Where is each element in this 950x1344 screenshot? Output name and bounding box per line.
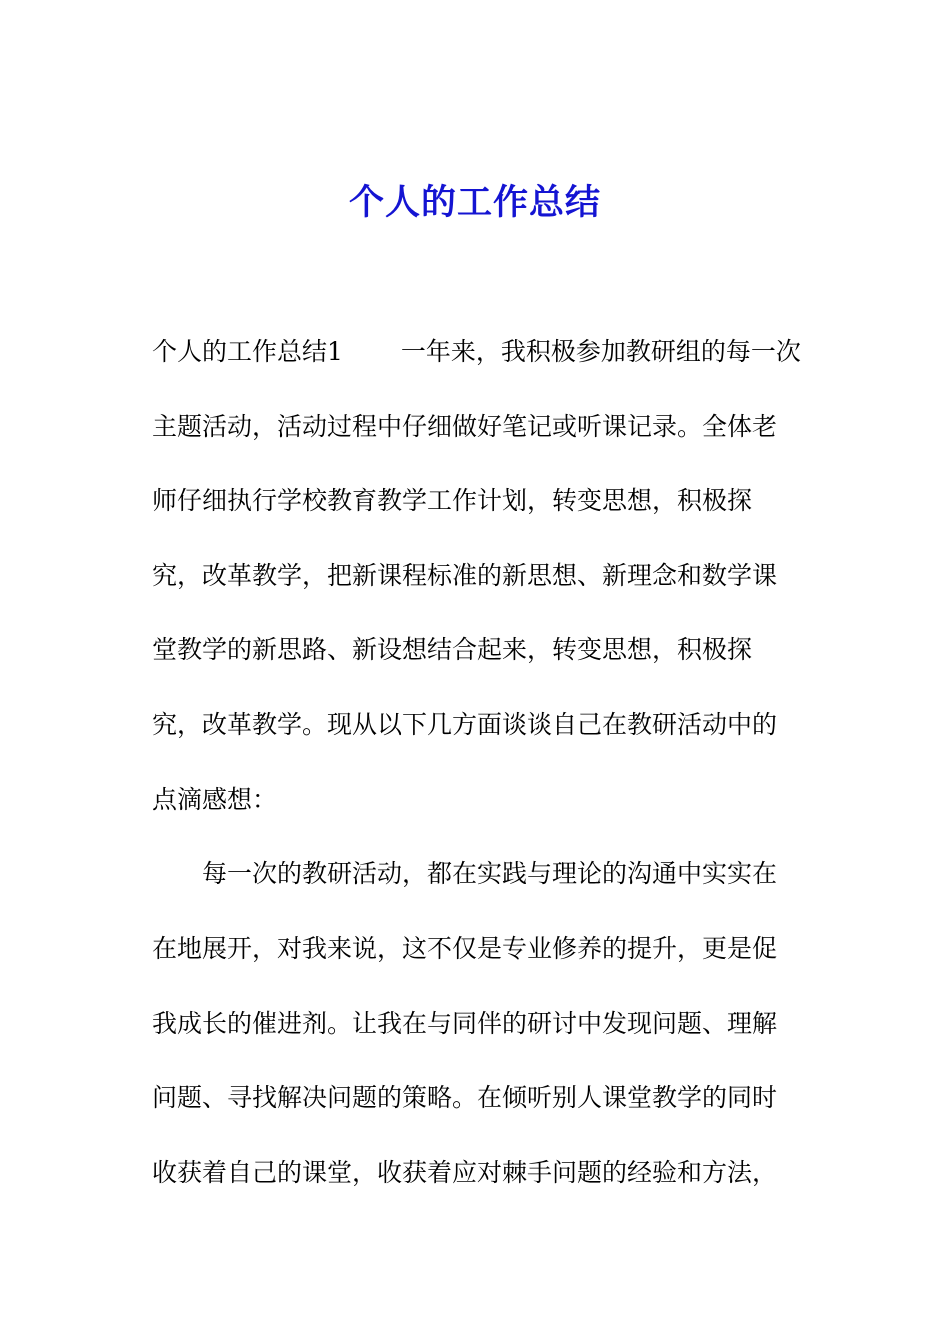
- text-line: 我成长的催进剂。让我在与同伴的研讨中发现问题、理解: [152, 1009, 778, 1038]
- text-line: [152, 334, 801, 370]
- text-line: 究，改革教学，把新课程标准的新思想、新理念和数学课: [152, 561, 778, 590]
- text-line: 点滴感想：: [152, 785, 278, 814]
- text-line: 每一次的教研活动，都在实践与理论的沟通中实实在: [202, 859, 778, 888]
- text-line: 师仔细执行学校教育教学工作计划，转变思想，积极探: [152, 486, 753, 515]
- text-line: 问题、寻找解决问题的策略。在倾听别人课堂教学的同时: [152, 1083, 778, 1112]
- text-line: 收获着自己的课堂，收获着应对棘手问题的经验和方法，: [152, 1158, 778, 1187]
- line-text: 一年来，我积极参加教研组的每一次: [400, 337, 801, 366]
- text-line: 在地展开，对我来说，这不仅是专业修养的提升，更是促: [152, 934, 778, 963]
- text-line: 究，改革教学。现从以下几方面谈谈自己在教研活动中的: [152, 710, 778, 739]
- text-line: 堂教学的新思路、新设想结合起来，转变思想，积极探: [152, 635, 753, 664]
- section-heading: 个人的工作总结1: [152, 337, 343, 366]
- document-title: 个人的工作总结: [348, 183, 601, 223]
- text-line: 主题活动，活动过程中仔细做好笔记或听课记录。全体老: [152, 412, 778, 441]
